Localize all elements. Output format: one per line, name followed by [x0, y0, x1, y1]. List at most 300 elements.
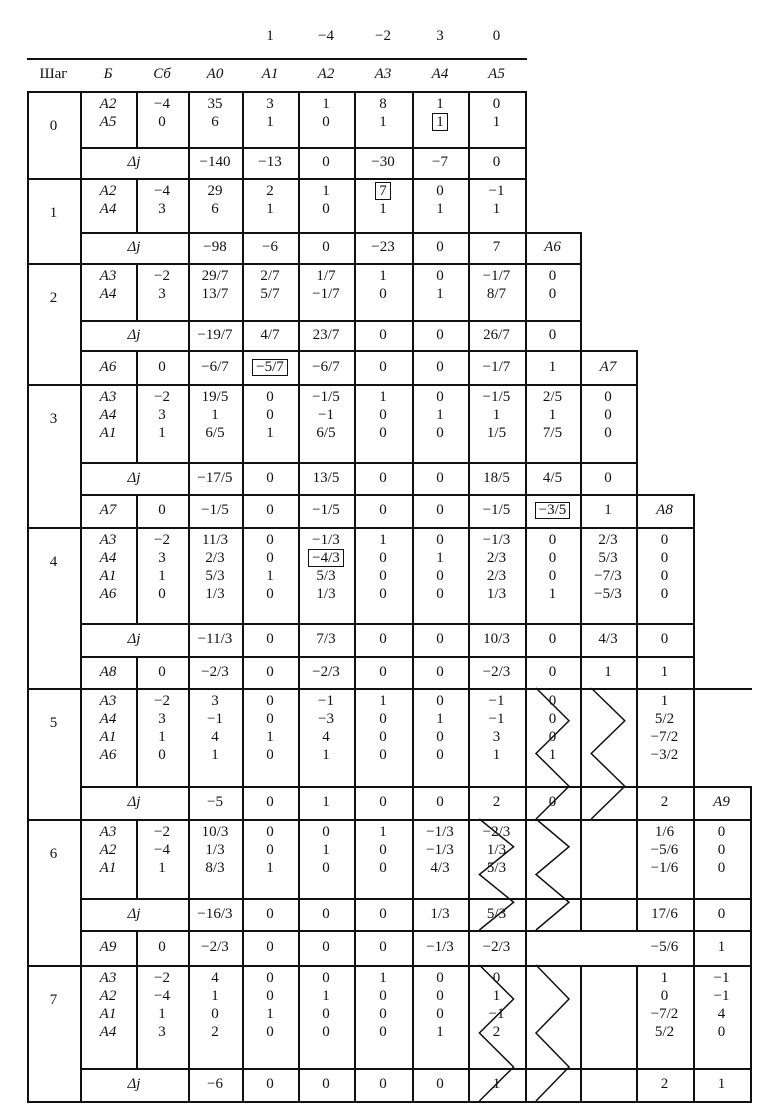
value: 1/3 — [316, 586, 336, 602]
value: Cб — [153, 66, 171, 82]
value-stack — [298, 527, 354, 623]
step-number — [27, 91, 80, 161]
value: −23 — [371, 239, 395, 255]
value-stack — [354, 263, 412, 320]
value-stack — [136, 688, 188, 786]
value-stack — [468, 263, 525, 320]
value-stack — [242, 91, 298, 147]
value: 0 — [322, 114, 330, 130]
value: Δj — [127, 326, 141, 343]
value-stack — [80, 688, 136, 786]
value-stack — [242, 688, 298, 786]
value: 1 — [436, 407, 444, 423]
value: −2/3 — [201, 663, 229, 680]
value: 5 — [49, 714, 58, 731]
value: 0 — [379, 407, 387, 423]
value: 0 — [548, 286, 557, 302]
value: 7/5 — [542, 425, 563, 441]
value: A4 — [99, 407, 117, 423]
value-stack — [468, 688, 525, 786]
value: 1 — [158, 568, 166, 584]
value: −2/3 — [482, 939, 511, 955]
value-stack — [136, 819, 188, 898]
value: 2 — [211, 1024, 219, 1040]
value: 3 — [158, 407, 166, 423]
value: −1/7 — [482, 358, 511, 375]
value: 1 — [322, 747, 330, 763]
value: −1/5 — [201, 502, 229, 518]
value: 1 — [436, 711, 444, 727]
value-cell — [354, 350, 412, 384]
value-stack — [412, 527, 468, 623]
value-cell — [188, 350, 242, 384]
value: 1 — [436, 201, 444, 217]
rule — [580, 965, 582, 1103]
value: 5/3 — [316, 568, 336, 584]
value: 1 — [158, 1006, 166, 1022]
value: 0 — [660, 586, 669, 602]
value: 8/3 — [205, 860, 225, 876]
step-number — [27, 688, 80, 758]
value: 0 — [660, 631, 669, 647]
value: 0 — [436, 693, 444, 709]
value: 1 — [379, 693, 387, 709]
value: 2/3 — [205, 550, 225, 566]
omitted-column-zigzag — [525, 965, 580, 1101]
value: 0 — [322, 201, 330, 217]
value-stack — [80, 178, 136, 232]
value: 0 — [604, 469, 612, 486]
value-stack — [354, 688, 412, 786]
value-cell — [468, 494, 525, 527]
value: −2/3 — [482, 824, 511, 840]
value-cell — [693, 1068, 750, 1101]
value: 1 — [548, 586, 557, 602]
value-cell — [412, 494, 468, 527]
value: A3 — [99, 532, 117, 548]
value: 0 — [660, 550, 669, 566]
value: A3 — [99, 693, 117, 709]
value: −4 — [154, 183, 170, 199]
value: 1 — [492, 407, 501, 423]
value-stack — [136, 384, 188, 462]
value: 2 — [660, 1076, 669, 1092]
value-stack — [412, 91, 468, 147]
value-stack — [136, 965, 188, 1068]
value: 1/5 — [486, 425, 507, 441]
value: 1 — [211, 747, 219, 763]
column-header — [354, 58, 412, 91]
value: 1 — [379, 201, 387, 217]
value-cell — [80, 656, 136, 688]
value: 1 — [717, 939, 726, 955]
value: A7 — [599, 358, 617, 375]
value: −2 — [154, 389, 170, 405]
value: A4 — [99, 1024, 117, 1040]
value: −1 — [207, 711, 223, 727]
value: 7 — [492, 239, 501, 255]
value: A0 — [206, 66, 224, 82]
value: −2/3 — [312, 663, 340, 680]
value-stack — [242, 965, 298, 1068]
value — [432, 113, 448, 131]
value-cell — [525, 494, 580, 527]
value-cell — [242, 656, 298, 688]
delta-label — [80, 462, 188, 494]
value: −1 — [318, 407, 334, 423]
value: 0 — [379, 939, 387, 955]
value-cell — [188, 786, 242, 819]
value: 2/7 — [260, 268, 280, 284]
value-cell — [188, 1068, 242, 1101]
value: A2 — [99, 96, 117, 112]
rule — [580, 263, 582, 352]
value: 3 — [211, 693, 219, 709]
step-number — [27, 384, 80, 454]
value: 0 — [379, 1076, 387, 1092]
rule — [580, 819, 582, 932]
value: 0 — [379, 1024, 387, 1040]
value: 0 — [379, 586, 387, 602]
value: −4 — [154, 96, 170, 112]
value: 0 — [322, 824, 330, 840]
value: −7/3 — [594, 568, 622, 584]
value-cell — [636, 898, 693, 930]
value: 0 — [436, 183, 444, 199]
value-cell — [242, 494, 298, 527]
value: 0 — [322, 860, 330, 876]
value: 1 — [322, 842, 330, 858]
value: 0 — [548, 794, 557, 810]
value: −1 — [488, 693, 505, 709]
value-stack — [580, 384, 636, 462]
value: A5 — [99, 114, 117, 130]
omitted-column-zigzag — [468, 819, 525, 930]
value: A1 — [99, 729, 117, 745]
column-header — [27, 58, 80, 91]
value: −1 — [488, 1006, 505, 1022]
step-number — [27, 527, 80, 597]
value: −11/3 — [197, 631, 233, 647]
value: A1 — [261, 66, 279, 82]
value-cell — [468, 232, 525, 263]
value: 5/2 — [654, 1024, 675, 1040]
value-cell — [580, 462, 636, 494]
value: 0 — [379, 988, 387, 1004]
value: 0 — [436, 794, 444, 810]
value: 0 — [266, 550, 274, 566]
value: 4 — [211, 970, 219, 986]
value-cell — [636, 623, 693, 656]
value-cell — [412, 350, 468, 384]
value-stack — [298, 688, 354, 786]
value: 0 — [266, 988, 274, 1004]
value: 0 — [379, 794, 387, 810]
value-cell — [354, 786, 412, 819]
value: 13/5 — [312, 469, 340, 486]
value: 2 — [492, 794, 501, 810]
value: −4 — [154, 842, 170, 858]
value: A3 — [99, 268, 117, 284]
value-stack — [354, 819, 412, 898]
value-cell — [242, 462, 298, 494]
value: 18/5 — [483, 469, 510, 486]
value: 1/6 — [654, 824, 675, 840]
value: 5/2 — [654, 711, 675, 727]
value-cell — [636, 786, 693, 819]
value: 6 — [211, 114, 219, 130]
value: −6 — [262, 239, 278, 255]
omitted-column-zigzag — [580, 688, 636, 819]
value-stack — [412, 688, 468, 786]
value: 0 — [548, 326, 557, 343]
value: 1 — [266, 114, 274, 130]
value: 0 — [379, 502, 387, 518]
value-stack — [188, 91, 242, 147]
value: −1/7 — [312, 286, 340, 302]
value-cell — [525, 462, 580, 494]
value: 3 — [266, 96, 274, 112]
value: 0 — [436, 425, 444, 441]
value: −2 — [154, 824, 170, 840]
value — [375, 182, 391, 200]
value: 0 — [211, 1006, 219, 1022]
value-cell — [580, 623, 636, 656]
delta-label — [80, 898, 188, 930]
value: 0 — [158, 114, 166, 130]
value: 5/3 — [486, 860, 507, 876]
value: A1 — [99, 860, 117, 876]
value-cell — [298, 232, 354, 263]
value: Δj — [127, 905, 141, 922]
rule — [750, 786, 752, 821]
value: 0 — [266, 824, 274, 840]
value-stack — [354, 527, 412, 623]
value-stack — [80, 819, 136, 898]
value: 35 — [207, 96, 223, 112]
value: 0 — [436, 1006, 444, 1022]
value: A7 — [99, 502, 117, 518]
value-stack — [136, 178, 188, 232]
value: 0 — [379, 729, 387, 745]
value: 7 — [49, 991, 58, 1008]
value-stack — [525, 384, 580, 462]
value: 1 — [660, 663, 669, 680]
value-cell — [298, 494, 354, 527]
value: 0 — [436, 988, 444, 1004]
value-stack — [136, 527, 188, 623]
value-cell — [188, 232, 242, 263]
value: 2/3 — [486, 568, 507, 584]
value: 0 — [322, 970, 330, 986]
value: 0 — [436, 389, 444, 405]
value: 0 — [379, 550, 387, 566]
value: 0 — [436, 239, 444, 255]
value: 0 — [436, 729, 444, 745]
value: −1/5 — [312, 502, 340, 518]
value: −7/2 — [650, 729, 679, 745]
value: 1 — [604, 663, 612, 680]
value: 0 — [266, 532, 274, 548]
value: 1 — [492, 988, 501, 1004]
value: −1/5 — [482, 389, 511, 405]
value-cell — [188, 898, 242, 930]
value: 1/3 — [430, 905, 450, 922]
value: 1 — [266, 568, 274, 584]
rule — [693, 527, 695, 658]
value: 0 — [548, 631, 557, 647]
value: 3 — [49, 410, 58, 427]
value-cell — [354, 462, 412, 494]
value-stack — [242, 263, 298, 320]
value: 2/3 — [486, 550, 507, 566]
value: 0 — [266, 905, 274, 922]
value: 2 — [492, 1024, 501, 1040]
value: 0 — [379, 905, 387, 922]
delta-label — [80, 232, 188, 263]
column-header — [298, 58, 354, 91]
value: 1 — [211, 988, 219, 1004]
value-stack — [188, 178, 242, 232]
value: A2 — [99, 988, 117, 1004]
value-stack — [354, 178, 412, 232]
value: −1/3 — [426, 824, 454, 840]
new-column-header — [693, 786, 750, 819]
rule — [750, 819, 752, 932]
value: −1 — [713, 988, 730, 1004]
value-stack — [298, 384, 354, 462]
value: 1 — [492, 201, 501, 217]
value-cell — [298, 656, 354, 688]
value: 0 — [436, 532, 444, 548]
value: 5/3 — [486, 905, 507, 922]
value-cell — [80, 494, 136, 527]
cost-coefficient: 1 — [266, 28, 274, 44]
value: −16/3 — [197, 905, 233, 922]
value: −17/5 — [197, 469, 233, 486]
value-stack — [354, 965, 412, 1068]
value: 0 — [158, 663, 166, 680]
value: −19/7 — [197, 326, 233, 343]
value: 1 — [322, 96, 330, 112]
value: 0 — [379, 469, 387, 486]
value: 1 — [266, 425, 274, 441]
value: 6 — [49, 845, 58, 862]
value: A2 — [99, 183, 117, 199]
value: 0 — [436, 326, 444, 343]
omitted-column-zigzag — [468, 965, 525, 1101]
value-stack — [468, 178, 525, 232]
value-cell — [636, 656, 693, 688]
value: −1 — [488, 711, 505, 727]
step-number — [27, 263, 80, 333]
value: 0 — [548, 711, 557, 727]
rule — [750, 930, 752, 967]
pivot-element: 1 — [432, 113, 448, 131]
value: 0 — [266, 970, 274, 986]
value-stack — [298, 91, 354, 147]
value-cell — [468, 656, 525, 688]
rule — [750, 965, 752, 1103]
value: 0 — [604, 425, 612, 441]
value: −2/3 — [201, 939, 229, 955]
value: 4/7 — [260, 326, 280, 343]
value-cell — [412, 462, 468, 494]
value: Шаг — [39, 66, 68, 82]
value-stack — [412, 384, 468, 462]
value: 1 — [158, 425, 166, 441]
value-stack — [136, 263, 188, 320]
value: 1 — [266, 860, 274, 876]
value-stack — [468, 91, 525, 147]
value-stack — [188, 688, 242, 786]
delta-label — [80, 786, 188, 819]
value: 0 — [548, 532, 557, 548]
value-stack — [354, 91, 412, 147]
value: 1/3 — [205, 586, 225, 602]
value: 1 — [379, 389, 387, 405]
value: 0 — [379, 326, 387, 343]
value: 0 — [436, 268, 444, 284]
value: 1 — [436, 1024, 444, 1040]
value: Δj — [127, 631, 141, 647]
value: 0 — [379, 663, 387, 680]
value: 0 — [548, 729, 557, 745]
value: 7/3 — [316, 631, 336, 647]
value: 4/3 — [598, 631, 618, 647]
rule — [136, 494, 138, 529]
value-cell — [136, 656, 188, 688]
value: 0 — [717, 905, 726, 922]
value: A1 — [99, 568, 117, 584]
step-number — [27, 965, 80, 1035]
value: 0 — [322, 1024, 330, 1040]
value-cell — [242, 930, 298, 965]
value-stack — [412, 819, 468, 898]
rule — [188, 350, 190, 386]
value: −3 — [318, 711, 334, 727]
value-cell — [188, 147, 242, 178]
value-stack — [80, 527, 136, 623]
value-cell — [412, 320, 468, 350]
new-column-header — [525, 232, 580, 263]
value: 1/3 — [486, 586, 507, 602]
value: 0 — [266, 1024, 274, 1040]
value: 29 — [207, 183, 223, 199]
value-cell — [468, 930, 525, 965]
value-stack — [188, 965, 242, 1068]
value: 0 — [717, 1024, 726, 1040]
value: −5/3 — [594, 586, 622, 602]
value-cell — [354, 898, 412, 930]
value: A4 — [99, 286, 117, 302]
value-stack — [242, 819, 298, 898]
value: 1 — [436, 96, 444, 112]
value-stack — [468, 384, 525, 462]
column-header — [136, 58, 188, 91]
value-cell — [298, 623, 354, 656]
value: −13 — [258, 154, 282, 170]
value-cell — [242, 786, 298, 819]
value: 11/3 — [201, 532, 229, 548]
omitted-column-zigzag — [525, 688, 580, 819]
value-cell — [80, 930, 136, 965]
value: 0 — [379, 358, 387, 375]
value: 0 — [436, 1076, 444, 1092]
value: 1 — [266, 201, 274, 217]
omitted-column-zigzag — [525, 819, 580, 930]
value: 0 — [717, 860, 726, 876]
